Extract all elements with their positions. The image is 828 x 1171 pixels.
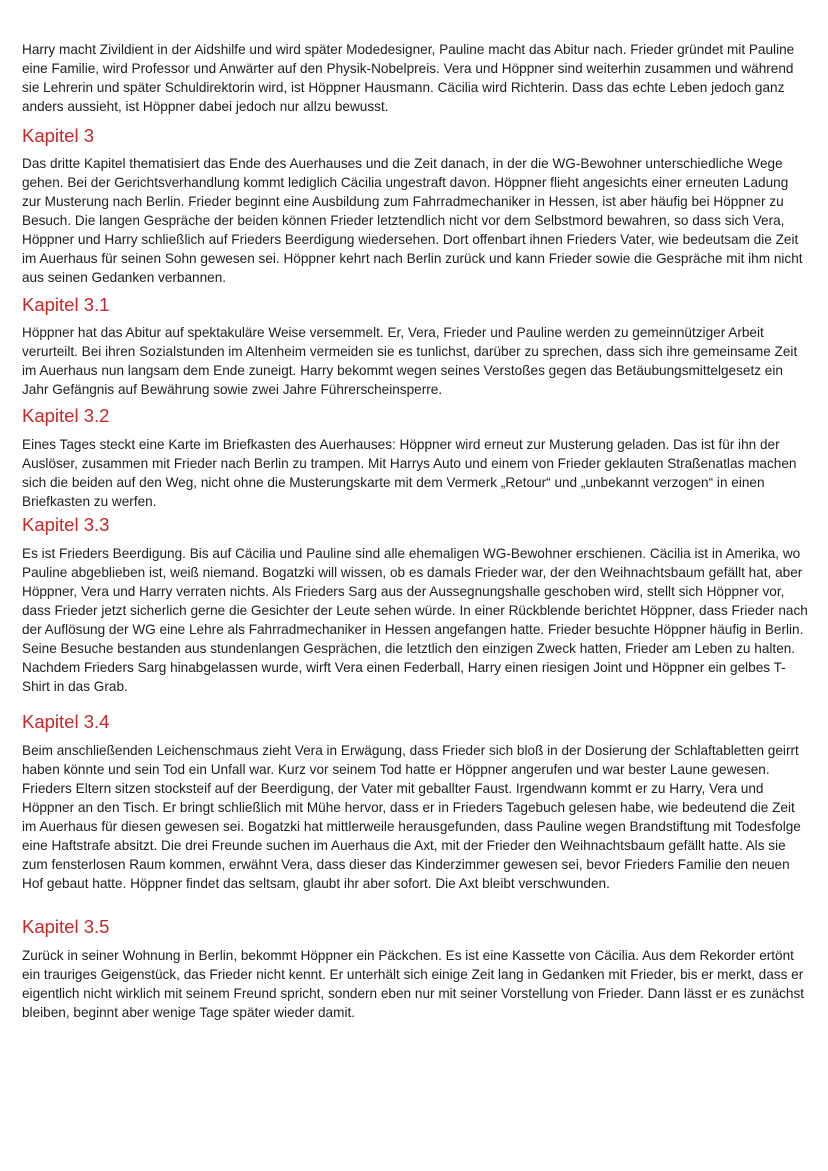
heading-kapitel-3-5: Kapitel 3.5 — [22, 916, 110, 937]
paragraph-kapitel-3-2: Eines Tages steckt eine Karte im Briefkasten des Auerhauses: Höppner wird erneut zur Musterung geladen. Das ist für ihn der Auslöser, zusammen mit Frieder nach Berlin zu trampen. Mit Harrys Auto und einem von Frieder geklauten Straßenatlas machen sich die beiden auf den Weg, nicht ohne die Musterungskarte mit dem Vermerk „Retour“ und „unbekannt verzogen“ in einen Briefkasten zu werfen. — [22, 437, 797, 509]
document-page — [22, 40, 808, 1022]
heading-kapitel-3-2: Kapitel 3.2 — [22, 405, 110, 426]
heading-kapitel-3-1: Kapitel 3.1 — [22, 294, 110, 315]
intro-paragraph: Harry macht Zivildient in der Aidshilfe und wird später Modedesigner, Pauline macht das Abitur nach. Frieder gründet mit Pauline eine Familie, wird Professor und Anwärter auf den Physik-Nobelpreis. Vera und Höppner sind weiterhin zusammen und während sie Lehrerin und später Schuldirektorin wird, ist Höppner Hausmann. Cäcilia wird Richterin. Dass das echte Leben jedoch ganz anders aussieht, ist Höppner dabei jedoch nur allzu bewusst. — [22, 42, 795, 114]
heading-kapitel-3-4: Kapitel 3.4 — [22, 711, 110, 732]
paragraph-kapitel-3-5: Zurück in seiner Wohnung in Berlin, bekommt Höppner ein Päckchen. Es ist eine Kassette von Cäcilia. Aus dem Rekorder ertönt ein trauriges Geigenstück, das Frieder nicht kennt. Er unterhält sich einige Zeit lang in Gedanken mit Frieder, bis er merkt, dass er eigentlich nicht wirklich mit seinem Freund spricht, sondern eben nur mit seiner Vorstellung von Frieder. Dann lässt er es zunächst bleiben, beginnt aber wenige Tage später wieder damit. — [22, 948, 805, 1020]
paragraph-kapitel-3-4: Beim anschließenden Leichenschmaus zieht Vera in Erwägung, dass Frieder sich bloß in der Dosierung der Schlaftabletten geirrt haben könnte und sein Tod ein Unfall war. Kurz vor seinem Tod hatte er Höppner angerufen und war bester Laune gewesen. Frieders Eltern sitzen stocksteif auf der Beerdigung, der Vater mit geballter Faust. Irgendwann kommt er zu Harry, Vera und Höppner an den Tisch. Er bringt schließlich mit Mühe hervor, dass er in Frieders Tagebuch gelesen habe, wie bedeutend die Zeit im Auerhaus für diesen gewesen sei. Bogatzki hat mittlerweile herausgefunden, dass Pauline wegen Brandstiftung mit Todesfolge eine Haftstrafe absitzt. Die drei Freunde suchen im Auerhaus die Axt, mit der Frieder den Weihnachtsbaum gefällt hatte. Als sie zum fensterlosen Raum kommen, erwähnt Vera, dass dieser das Kinderzimmer gewesen sei, bevor Frieders Familie den neuen Hof gebaut hatte. Höppner findet das seltsam, glaubt ihr aber sofort. Die Axt bleibt verschwunden. — [22, 743, 801, 891]
paragraph-kapitel-3-3: Es ist Frieders Beerdigung. Bis auf Cäcilia und Pauline sind alle ehemaligen WG-Bewohner erschienen. Cäcilia ist in Amerika, wo Pauline abgeblieben ist, weiß niemand. Bogatzki will wissen, ob es damals Frieder war, der den Weihnachtsbaum gefällt hat, aber Höppner, Vera und Harry verraten nichts. Als Frieders Sarg aus der Aussegnungshalle geschoben wird, stellt sich Höppner vor, dass Frieder jetzt sicherlich gerne die Gesichter der Leute sehen würde. In einer Rückblende berichtet Höppner, dass Frieder nach der Auflösung der WG eine Lehre als Fahrradmechaniker in Hessen angefangen hatte. Frieder besuchte Höppner häufig in Berlin. Seine Besuche bestanden aus stundenlangen Gesprächen, die letztlich den einzigen Zweck hatten, Frieder am Leben zu halten. Nachdem Frieders Sarg hinabgelassen wurde, wirft Vera einen Federball, Harry einen riesigen Joint und Höppner ein gelbes T-Shirt in das Grab. — [22, 546, 808, 694]
heading-kapitel-3: Kapitel 3 — [22, 125, 94, 146]
paragraph-kapitel-3-1: Höppner hat das Abitur auf spektakuläre Weise versemmelt. Er, Vera, Frieder und Pauline werden zu gemeinnütziger Arbeit verurteilt. Bei ihren Sozialstunden im Altenheim vermeiden sie es tunlichst, darüber zu sprechen, dass sich ihre gemeinsame Zeit im Auerhaus nun langsam dem Ende zuneigt. Harry bekommt wegen seines Verstoßes gegen das Betäubungsmittelgesetz ein Jahr Gefängnis auf Bewährung sowie zwei Jahre Führerscheinsperre. — [22, 325, 798, 397]
heading-kapitel-3-3: Kapitel 3.3 — [22, 514, 110, 535]
paragraph-kapitel-3: Das dritte Kapitel thematisiert das Ende des Auerhauses und die Zeit danach, in der die WG-Bewohner unterschiedliche Wege gehen. Bei der Gerichtsverhandlung kommt lediglich Cäcilia ungestraft davon. Höppner flieht angesichts einer erneuten Ladung zur Musterung nach Berlin. Frieder beginnt eine Ausbildung zum Fahrradmechaniker in Hessen, ist aber häufig bei Höppner zu Besuch. Die langen Gespräche der beiden können Frieder letztendlich nicht vor dem Selbstmord bewahren, so dass sich Vera, Höppner und Harry schließlich auf Frieders Beerdigung wiedersehen. Dort offenbart ihnen Frieders Vater, wie bedeutsam die Zeit im Auerhaus für seinen Sohn gewesen sei. Höppner kehrt nach Berlin zurück und kann Frieder sowie die Gespräche mit ihm nicht aus seinen Gedanken verbannen. — [22, 156, 803, 285]
